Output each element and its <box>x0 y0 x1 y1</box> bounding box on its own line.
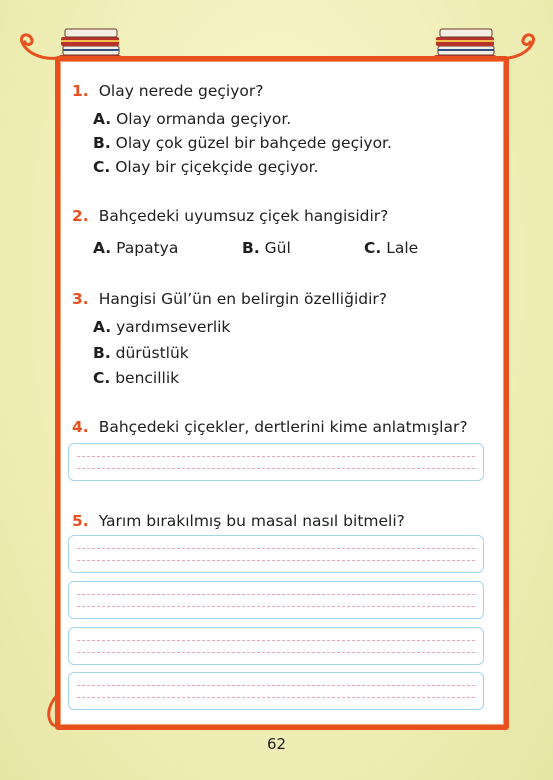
question-text: Yarım bırakılmış bu masal nasıl bitmeli? <box>98 512 405 530</box>
option-text: Papatya <box>116 239 179 257</box>
answer-lines-q5-4[interactable] <box>68 672 484 710</box>
page-number: 62 <box>266 735 287 753</box>
option-letter: C. <box>93 158 111 176</box>
option-letter: A. <box>93 318 112 336</box>
answer-lines-q4[interactable] <box>68 443 484 481</box>
option-letter: C. <box>93 369 111 387</box>
question-text: Bahçedeki uyumsuz çiçek hangisidir? <box>98 207 389 225</box>
question-2 <box>72 207 388 225</box>
answer-line <box>77 640 475 641</box>
option-letter: B. <box>93 134 111 152</box>
option-text: Lale <box>386 239 419 257</box>
question-text: Bahçedeki çiçekler, dertlerini kime anlatmışlar? <box>98 418 468 436</box>
q1-option-c[interactable] <box>93 158 318 176</box>
answer-line <box>77 685 475 686</box>
q3-option-b[interactable] <box>93 344 189 362</box>
answer-lines-q5-1[interactable] <box>68 535 484 573</box>
question-number: 1. <box>72 82 89 100</box>
q2-option-a[interactable] <box>93 239 178 257</box>
question-number: 4. <box>72 418 89 436</box>
q3-option-c[interactable] <box>93 369 179 387</box>
option-text: Gül <box>264 239 291 257</box>
question-5 <box>72 512 405 530</box>
option-text: dürüstlük <box>115 344 189 362</box>
option-letter: A. <box>93 239 112 257</box>
option-text: yardımseverlik <box>116 318 231 336</box>
q2-option-c[interactable] <box>364 239 418 257</box>
answer-line <box>77 560 475 561</box>
option-letter: B. <box>93 344 111 362</box>
answer-lines-q5-2[interactable] <box>68 581 484 619</box>
question-4 <box>72 418 468 436</box>
option-letter: C. <box>364 239 382 257</box>
option-text: Olay çok güzel bir bahçede geçiyor. <box>115 134 392 152</box>
q3-option-a[interactable] <box>93 318 230 336</box>
option-letter: B. <box>242 239 260 257</box>
q2-option-b[interactable] <box>242 239 291 257</box>
question-text: Hangisi Gül’ün en belirgin özelliğidir? <box>98 290 387 308</box>
answer-line <box>77 456 475 457</box>
answer-line <box>77 594 475 595</box>
question-3 <box>72 290 387 308</box>
option-text: Olay bir çiçekçide geçiyor. <box>115 158 319 176</box>
option-letter: A. <box>93 110 112 128</box>
question-1 <box>72 82 263 100</box>
swirl-top-left-icon <box>10 30 60 70</box>
answer-line <box>77 606 475 607</box>
question-text: Olay nerede geçiyor? <box>98 82 264 100</box>
answer-lines-q5-3[interactable] <box>68 627 484 665</box>
answer-line <box>77 697 475 698</box>
q1-option-a[interactable] <box>93 110 291 128</box>
answer-line <box>77 548 475 549</box>
answer-line <box>77 652 475 653</box>
option-text: bencillik <box>115 369 180 387</box>
option-text: Olay ormanda geçiyor. <box>116 110 292 128</box>
question-number: 3. <box>72 290 89 308</box>
question-number: 2. <box>72 207 89 225</box>
q1-option-b[interactable] <box>93 134 392 152</box>
answer-line <box>77 468 475 469</box>
question-number: 5. <box>72 512 89 530</box>
